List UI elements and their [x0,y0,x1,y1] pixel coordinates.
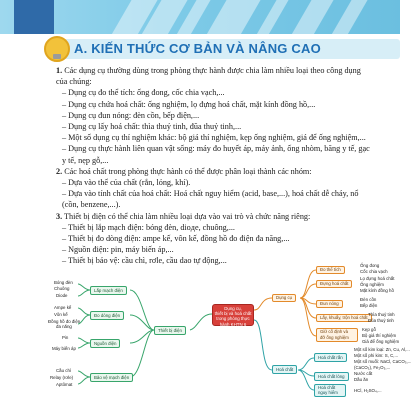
mind-map-leaf: Bóng đèn [54,280,73,285]
page-header-band [0,0,400,34]
mind-map-leaf: Diode [56,293,68,298]
mind-map-leaf: Mặt kính đồng hồ [360,288,394,293]
list-item: – Dựa vào thể của chất (rắn, lỏng, khí). [62,178,191,188]
group-dun-nong: Đun nóng [316,300,343,308]
mind-map-leaf: Giá để ống nghiệm [362,339,400,344]
mind-map-leaf: Một số kim loại: Zn, Cu, Al,... [354,347,410,352]
list-item: – Dụng cụ đun nóng: đèn cồn, bếp điện,... [62,110,200,120]
branch-thiet-bi-dien: Thiết bị điện [154,326,186,335]
mind-map-leaf: Một số muối: NaCl, CaCO₃,... [354,359,411,364]
list-item: – Nguồn điện: pin, máy biến áp,... [62,245,174,255]
mind-map [48,263,411,400]
mind-map-leaf: (CaCO₃), Fe₂O₃,... [354,365,391,370]
mind-map-leaf: Nước cất [354,371,373,376]
branch-hoa-chat: Hoá chất [272,365,297,374]
body-text [56,65,374,267]
mind-map-leaf: Thìa thuỷ tinh [368,312,395,317]
mind-map-leaf: Đèn cồn [360,297,377,302]
list-item: – Dụng cụ thực hành liên quan vật sống: máy đo huyết áp, máy ảnh, ống nhòm, băng y tế, gạc y tế, nẹp gỗ,... [62,144,370,165]
section-heading [44,36,400,60]
mind-map-leaf: Dầu ăn [354,377,369,382]
mind-map-leaf: Cầu chì [56,368,72,373]
group-giu-co-dinh: Giữ cố định và đỡ ống nghiệm [316,328,358,342]
group-hoa-chat-ran: Hoá chất rắn [314,353,347,362]
mind-map-leaf: Ampe kế [54,305,72,310]
mind-map-leaf: Ống đong [360,263,380,268]
group-hoa-chat-long: Hoá chất lỏng [314,372,349,381]
mind-map-leaf: Đồng hồ đo điện [48,319,81,324]
paragraph-1: 1. Các dụng cụ thường dùng trong phòng thực hành được chia làm nhiều loại theo công dụng của chúng: [56,66,361,87]
group-nguon-dien: Nguồn điện [90,339,120,348]
list-item: – Thiết bị bảo vệ: cầu chì, rơle, cầu dao tự động,... [62,256,227,266]
mind-map-leaf: Ống nghiệm [360,282,384,287]
chapter-tab [14,0,54,34]
group-lay-khuay-tron: Lấy, khuấy, trộn hoá chất [316,314,372,322]
list-item: – Dụng cụ chứa hoá chất: ống nghiệm, lọ đựng hoá chất, mặt kính đồng hồ,... [62,99,316,109]
mind-map-leaf: Đũa thuỷ tinh [368,318,394,323]
mind-map-leaf: Lọ đựng hoá chất [360,276,395,281]
mind-map-center: Dụng cụ, thiết bị và hoá chất trong phòng thực hành KHTN 6 [212,304,254,326]
mind-map-leaf: Chuông [54,286,70,291]
mind-map-leaf: Aptômat [56,382,73,387]
group-bao-ve-mach-dien: Bảo vệ mạch điện [90,373,133,382]
lightbulb-icon [44,36,70,62]
list-item: – Dụng cụ lấy hoá chất: thìa thuỷ tinh, đũa thuỷ tinh,... [62,122,242,132]
mind-map-leaf: Pin [62,335,69,340]
list-item: – Thiết bị lắp mạch điện: bóng đèn, dioде, chuông,... [62,222,235,232]
mind-map-leaf: Máy biến áp [52,346,76,351]
paragraph-2: 2. Các hoá chất trong phòng thực hành có thể được phân loại thành các nhóm: [56,166,312,176]
section-title: A. KIẾN THỨC CƠ BẢN VÀ NÂNG CAO [74,41,321,56]
group-do-the-tich: Đo thể tích [316,266,345,274]
mind-map-leaf: Một số phi kim: S, C,... [354,353,399,358]
mind-map-leaf: Bếp điện [360,303,378,308]
mind-map-leaf: Cốc chia vạch [360,269,388,274]
group-lap-mach-dien: Lắp mạch điện [90,286,127,295]
list-item: – Một số dụng cụ thí nghiệm khác: bộ giá thí nghiệm, kẹp ống nghiệm, giá để ống nghiệm,... [62,133,366,143]
group-dung-hoa-chat: Đựng hoá chất [316,280,352,288]
list-item: – Dựa vào tính chất của hoá chất: Hoá chất nguy hiểm (acid, base,...), hoá chất dễ cháy, nổ (cồn, benzene,...). [62,189,359,210]
branch-dung-cu: Dụng cụ [272,294,296,302]
list-item: – Thiết bị đo dòng điện: ampe kế, vôn kế, đồng hồ đo điện đa năng,... [62,234,290,244]
group-hoa-chat-nguy-hiem: Hoá chất nguy hiểm [314,384,346,397]
paragraph-3: 3. Thiết bị điện có thể chia làm nhiều loại dựa vào vai trò và chức năng riêng: [56,211,311,221]
mind-map-leaf: HCl, H₂SO₄,... [354,388,382,393]
group-do-dong-dien: Đo dòng điện [90,311,124,320]
mind-map-leaf: đa năng [56,324,72,329]
list-item: – Dụng cụ đo thể tích: ống đong, cốc chia vạch,... [62,88,225,98]
mind-map-leaf: Vôn kế [54,312,68,317]
mind-map-leaf: Bộ giá thí nghiệm [362,333,397,338]
mind-map-leaf: Kẹp gỗ [362,327,376,332]
mind-map-leaf: Relay (rơle) [50,375,74,380]
